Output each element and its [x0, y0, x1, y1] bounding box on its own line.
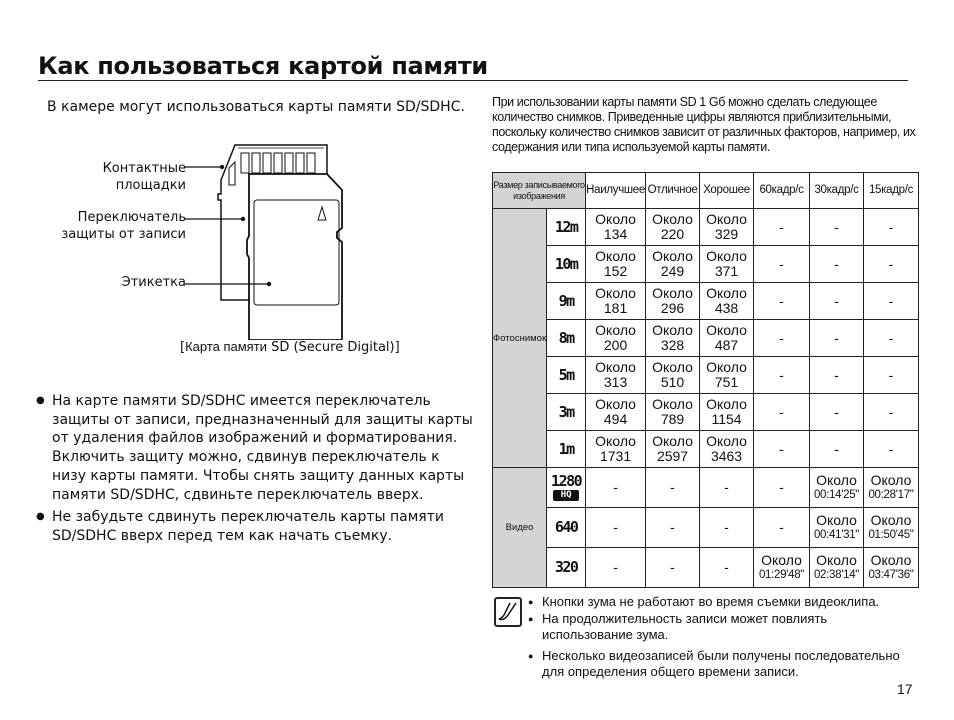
table-cell: - [864, 209, 919, 246]
page-title: Как пользоваться картой памяти [38, 52, 488, 80]
notes-list [528, 594, 913, 681]
about-label: Около [870, 551, 912, 568]
table-cell: - [810, 283, 864, 320]
row-group-label: Видео [493, 468, 547, 588]
cell-value: 181 [603, 300, 628, 316]
cell-value: 487 [714, 337, 739, 353]
table-cell [700, 320, 754, 357]
label-write-protect: Переключатель защиты от записи [61, 210, 186, 242]
note-pencil-icon [494, 597, 522, 627]
640-size-icon [547, 508, 586, 548]
size-icon-label: 640 [554, 518, 578, 536]
label-label: Этикетка [121, 275, 186, 290]
table-cell: - [810, 320, 864, 357]
table-cell: - [646, 468, 700, 508]
caption-bold: Карта памяти [185, 339, 267, 354]
table-cell [700, 283, 754, 320]
cell-value: 01:50'45" [868, 528, 914, 541]
table-row [493, 508, 919, 548]
about-label: Около [652, 211, 693, 227]
1280-size-icon [547, 468, 586, 508]
table-cell [586, 209, 646, 246]
table-cell: - [810, 394, 864, 431]
table-cell: - [864, 246, 919, 283]
table-cell: - [810, 357, 864, 394]
table-cell: - [864, 357, 919, 394]
cell-value: 313 [603, 374, 628, 390]
cell-value: 249 [660, 263, 685, 279]
table-cell: - [810, 209, 864, 246]
table-cell [586, 246, 646, 283]
header-col: Отличное [646, 173, 700, 209]
caption-open: [ [180, 340, 186, 355]
table-cell [810, 508, 864, 548]
about-label: Около [595, 433, 636, 449]
table-row [493, 394, 919, 431]
cell-value: 220 [660, 226, 685, 242]
12m-size-icon [547, 209, 586, 246]
table-cell [864, 548, 919, 588]
table-row [493, 246, 919, 283]
table-cell: - [754, 283, 810, 320]
about-label: Около [706, 433, 747, 449]
note-item: ● Несколько видеозаписей были получены последовательно для определения общего времени записи. [528, 648, 913, 681]
5m-size-icon [547, 357, 586, 394]
8m-size-icon [547, 320, 586, 357]
about-label: Около [706, 248, 747, 264]
about-label: Около [816, 551, 857, 568]
table-row [493, 431, 919, 468]
header-col: Наилучшее [586, 173, 646, 209]
cell-value: 328 [660, 337, 685, 353]
cell-value: 494 [603, 411, 628, 427]
about-label: Около [816, 471, 857, 488]
hq-badge: HQ [553, 490, 579, 501]
table-row [493, 357, 919, 394]
cell-value: 329 [714, 226, 739, 242]
table-cell: - [586, 468, 646, 508]
cell-value: 438 [714, 300, 739, 316]
table-cell: - [646, 508, 700, 548]
about-label: Около [761, 551, 802, 568]
about-label: Около [652, 396, 693, 412]
about-label: Около [706, 285, 747, 301]
table-cell [646, 431, 700, 468]
table-cell: - [864, 320, 919, 357]
table-cell [646, 320, 700, 357]
size-icon-label: 320 [554, 558, 578, 576]
sd-card-diagram [185, 140, 365, 340]
bullet-item: ● Не забудьте сдвинуть переключатель карты памяти SD/SDHC вверх перед тем как начать съемку. [36, 508, 476, 545]
caption-rest: SD (Secure Digital)] [266, 340, 400, 355]
about-label: Около [870, 511, 912, 528]
about-label: Около [595, 248, 636, 264]
table-cell [586, 283, 646, 320]
about-label: Около [870, 471, 912, 488]
about-label: Около [816, 511, 857, 528]
table-cell: - [754, 357, 810, 394]
header-size: Размер записываемого изображения [493, 173, 586, 209]
about-label: Около [706, 322, 747, 338]
table-cell [586, 320, 646, 357]
9m-size-icon [547, 283, 586, 320]
cell-value: 1731 [599, 448, 632, 464]
table-cell [700, 209, 754, 246]
1m-size-icon [547, 431, 586, 468]
header-col: 15кадр/с [864, 173, 919, 209]
capacity-table [492, 172, 919, 588]
diagram-caption [180, 339, 400, 355]
cell-value: 00:28'17" [868, 488, 914, 501]
table-cell: - [754, 320, 810, 357]
table-cell [700, 431, 754, 468]
about-label: Около [706, 396, 747, 412]
table-cell: - [810, 431, 864, 468]
table-cell: - [646, 548, 700, 588]
cell-value: 3463 [710, 448, 743, 464]
about-label: Около [652, 322, 693, 338]
table-row [493, 468, 919, 508]
cell-value: 1154 [711, 411, 742, 427]
cell-value: 02:38'14" [813, 568, 860, 581]
cell-value: 00:41'31" [813, 528, 860, 541]
cell-value: 152 [603, 263, 628, 279]
table-cell: - [754, 209, 810, 246]
about-label: Около [652, 248, 693, 264]
table-cell [586, 431, 646, 468]
size-icon-label: 9m [558, 291, 574, 310]
cell-value: 134 [603, 226, 628, 242]
table-cell: - [754, 246, 810, 283]
table-cell [586, 357, 646, 394]
cell-value: 00:14'25" [813, 488, 860, 501]
table-cell [646, 246, 700, 283]
table-cell [864, 508, 919, 548]
table-cell: - [810, 246, 864, 283]
label-contacts: Контактные площадки [102, 161, 186, 193]
cell-value: 296 [660, 300, 685, 316]
table-cell: - [754, 431, 810, 468]
cell-value: 510 [660, 374, 685, 390]
cell-value: 01:29'48" [758, 568, 805, 581]
header-col: 60кадр/с [754, 173, 810, 209]
table-cell [700, 357, 754, 394]
note-item: ● Кнопки зума не работают во время съемки видеоклипа. [528, 594, 913, 611]
cell-value: 371 [714, 263, 739, 279]
table-cell [810, 468, 864, 508]
table-cell: - [754, 508, 810, 548]
about-label: Около [706, 359, 747, 375]
table-cell: - [754, 394, 810, 431]
table-cell [810, 548, 864, 588]
table-cell [646, 357, 700, 394]
size-icon-label: 5m [558, 365, 574, 384]
table-cell: - [586, 508, 646, 548]
about-label: Около [595, 211, 636, 227]
size-icon-label: 1280 [551, 472, 582, 490]
table-cell [864, 468, 919, 508]
table-cell [646, 283, 700, 320]
table-cell [646, 209, 700, 246]
about-label: Около [595, 396, 636, 412]
table-cell [586, 394, 646, 431]
table-cell: - [700, 468, 754, 508]
table-cell: - [586, 548, 646, 588]
about-label: Около [652, 285, 693, 301]
page-number: 17 [897, 681, 913, 697]
table-row [493, 283, 919, 320]
size-icon-label: 10m [554, 254, 578, 273]
intro-text: В камере могут использоваться карты памяти SD/SDHC. [47, 99, 465, 115]
about-label: Около [652, 433, 693, 449]
table-cell: - [864, 431, 919, 468]
cell-value: 789 [660, 411, 685, 427]
size-icon-label: 3m [558, 402, 574, 421]
about-label: Около [595, 285, 636, 301]
about-label: Около [652, 359, 693, 375]
table-row [493, 320, 919, 357]
table-cell: - [754, 468, 810, 508]
title-rule [38, 80, 908, 81]
table-cell [700, 394, 754, 431]
table-header-row [493, 173, 919, 209]
header-col: 30кадр/с [810, 173, 864, 209]
about-label: Около [706, 211, 747, 227]
table-cell: - [700, 548, 754, 588]
bullet-list [36, 392, 476, 550]
row-group-label: Фотоснимок [493, 209, 547, 468]
table-cell [754, 548, 810, 588]
3m-size-icon [547, 394, 586, 431]
table-cell [700, 246, 754, 283]
table-cell [646, 394, 700, 431]
note-item: ● На продолжительность записи может повлиять использование зума. [528, 611, 913, 644]
table-cell: - [864, 283, 919, 320]
table-row [493, 209, 919, 246]
table-cell: - [700, 508, 754, 548]
10m-size-icon [547, 246, 586, 283]
size-icon-label: 8m [558, 328, 574, 347]
cell-value: 751 [714, 374, 739, 390]
table-row [493, 548, 919, 588]
about-label: Около [595, 359, 636, 375]
table-cell: - [864, 394, 919, 431]
header-col: Хорошее [700, 173, 754, 209]
320-size-icon [547, 548, 586, 588]
cell-value: 2597 [656, 448, 689, 464]
cell-value: 200 [603, 337, 628, 353]
bullet-item: ● На карте памяти SD/SDHC имеется переключатель защиты от записи, предназначенный для защиты карты от удаления файлов изображений и форматирования. Включить защиту можно, сдвинув переключатель к низу карты памяти. Чтобы снять защиту данных карты памяти SD/SDHC, сдвиньте переключатель вверх. [36, 392, 476, 504]
about-label: Около [595, 322, 636, 338]
size-icon-label: 1m [558, 439, 574, 458]
size-icon-label: 12m [554, 217, 578, 236]
cell-value: 03:47'36" [868, 568, 914, 581]
capacity-paragraph: При использовании карты памяти SD 1 Gб можно сделать следующее количество снимков. Приведенные цифры являются приблизительными, поскольку количество снимков зависит от различных факторов, например, их содержания или типа используемой карты памяти. [492, 95, 916, 154]
